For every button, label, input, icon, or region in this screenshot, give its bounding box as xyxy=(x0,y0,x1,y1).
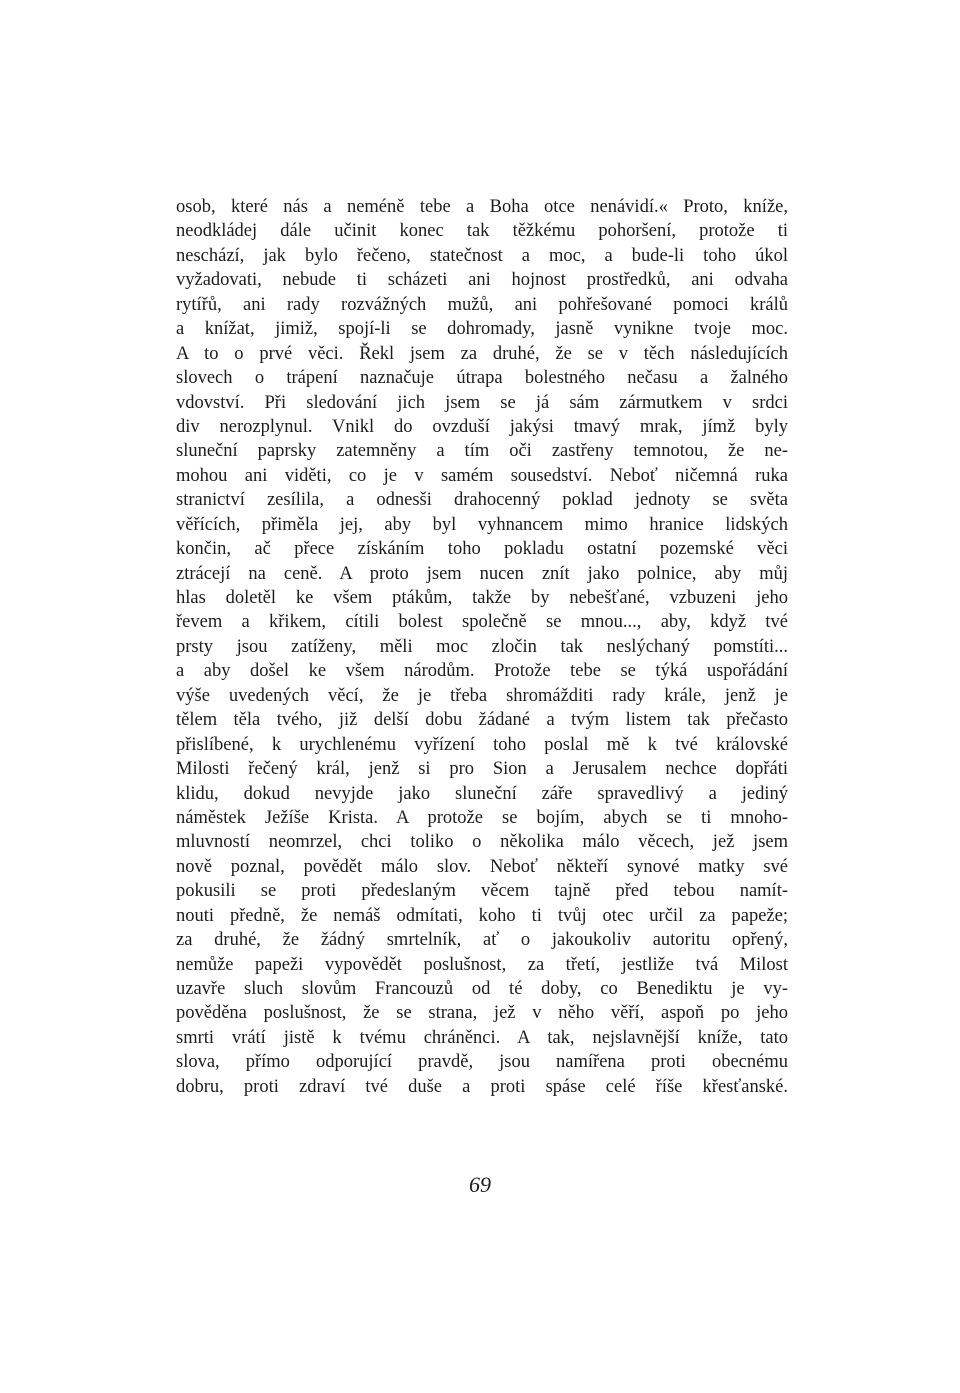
text-line-34: pověděna poslušnost, že se strana, jež v něho věří, aspoň po jeho xyxy=(176,1003,788,1024)
text-line-28: nově poznal, povědět málo slov. Neboť někteří synové matky své xyxy=(176,856,788,877)
text-line-17: hlas doletěl ke všem ptákům, takže by nebešťané, vzbuzeni jeho xyxy=(176,588,788,608)
text-line-25: klidu, dokud nevyjde jako sluneční záře spravedlivý a jediný xyxy=(176,783,788,804)
text-line-20: a aby došel ke všem národům. Protože tebe se týká uspořádání xyxy=(176,661,788,682)
text-line-32: nemůže papeži vypovědět poslušnost, za třetí, jestliže tvá Milost xyxy=(176,954,788,975)
text-line-36: slova, přímo odporující pravdě, jsou namířena proti obecnému xyxy=(176,1052,788,1073)
text-line-3: neschází, jak bylo řečeno, statečnost a moc, a bude-li toho úkol xyxy=(176,245,788,266)
text-line-35: smrti vrátí jistě k tvému chráněnci. A tak, nejslavnější kníže, tato xyxy=(176,1027,788,1048)
text-line-13: stranictví zesílila, a odnesši drahocenný poklad jednoty se světa xyxy=(176,490,788,511)
page-number: 69 xyxy=(469,1172,491,1197)
text-line-24: Milosti řečený král, jenž si pro Sion a Jerusalem nechce dopřáti xyxy=(176,759,788,780)
text-line-37: dobru, proti zdraví tvé duše a proti spáse celé říše křesťanské. xyxy=(176,1076,788,1097)
text-line-8: slovech o trápení naznačuje útrapa bolestného nečasu a žalného xyxy=(176,368,788,389)
text-line-4: vyžadovati, nebude ti scházeti ani hojnost prostředků, ani odvaha xyxy=(176,270,788,291)
text-line-19: prsty jsou zatíženy, měli moc zločin tak neslýchaný pomstíti... xyxy=(176,636,788,657)
text-line-33: uzavře sluch slovům Francouzů od té doby, co Benediktu je vy- xyxy=(176,979,788,999)
text-line-2: neodkládej dále učinit konec tak těžkému pohoršení, protože ti xyxy=(176,221,788,242)
text-line-29: pokusili se proti předeslaným věcem tajně před tebou namít- xyxy=(176,881,788,902)
text-line-10: div nerozplynul. Vnikl do ovzduší jakýsi tmavý mrak, jímž byly xyxy=(176,416,788,437)
text-line-18: řevem a křikem, cítili bolest společně se mnou..., aby, když tvé xyxy=(176,612,788,633)
text-line-7: A to o prvé věci. Řekl jsem za druhé, že se v těch následujících xyxy=(176,343,788,364)
body-text xyxy=(176,195,788,1099)
text-line-23: přislíbené, k urychlenému vyřízení toho poslal mě k tvé královské xyxy=(176,734,788,755)
text-line-30: nouti předně, že nemáš odmítati, koho ti tvůj otec určil za papeže; xyxy=(176,905,788,926)
text-line-31: za druhé, že žádný smrtelník, ať o jakoukoliv autoritu opřený, xyxy=(176,930,788,951)
text-line-11: sluneční paprsky zatemněny a tím oči zastřeny temnotou, že ne- xyxy=(176,441,788,462)
text-line-16: ztrácejí na ceně. A proto jsem nucen znít jako polnice, aby můj xyxy=(176,563,788,584)
text-line-5: rytířů, ani rady rozvážných mužů, ani pohřešované pomoci králů xyxy=(176,294,788,315)
text-line-6: a knížat, jimiž, spojí-li se dohromady, jasně vynikne tvoje moc. xyxy=(176,319,788,340)
text-line-14: věřících, přiměla jej, aby byl vyhnancem mimo hranice lidských xyxy=(176,514,788,535)
text-line-15: končin, ač přece získáním toho pokladu ostatní pozemské věci xyxy=(176,539,788,560)
text-line-1: osob, které nás a neméně tebe a Boha otce nenávidí.« Proto, kníže, xyxy=(176,197,788,217)
text-line-26: náměstek Ježíše Krista. A protože se bojím, abych se ti mnoho- xyxy=(176,807,788,828)
text-line-22: tělem těla tvého, již delší dobu žádané a tvým listem tak přečasto xyxy=(176,710,788,731)
text-line-9: vdovství. Při sledování jich jsem se já sám zármutkem v srdci xyxy=(176,392,788,413)
text-line-12: mohou ani viděti, co je v samém sousedství. Neboť ničemná ruka xyxy=(176,465,788,486)
text-line-21: výše uvedených věcí, že je třeba shromážditi rady krále, jenž je xyxy=(176,685,788,706)
text-line-27: mluvností neomrzel, chci toliko o několika málo věcech, jež jsem xyxy=(176,832,788,853)
